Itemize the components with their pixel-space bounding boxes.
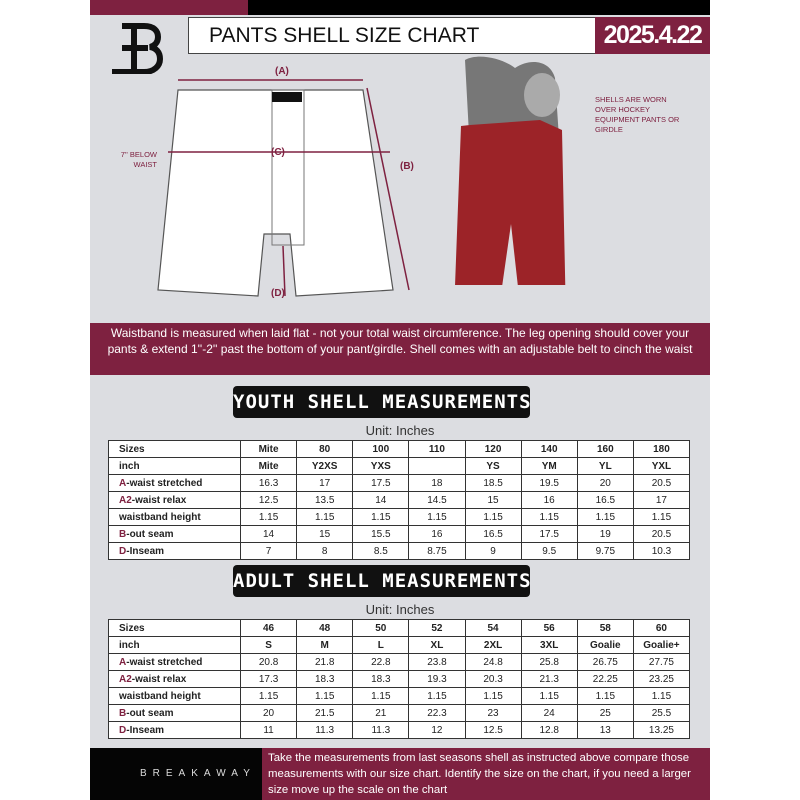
table-cell: YL	[577, 458, 633, 475]
measure-label: -waist stretched	[126, 656, 203, 668]
table-cell: 52	[409, 620, 465, 637]
youth-section-title: YOUTH SHELL MEASUREMENTS	[233, 386, 530, 418]
table-cell: 13	[577, 722, 633, 739]
table-cell: XL	[409, 637, 465, 654]
table-cell: 12.8	[521, 722, 577, 739]
row-label	[109, 620, 241, 637]
table-cell: 9.5	[521, 543, 577, 560]
table-cell: 14.5	[409, 492, 465, 509]
table-cell: 60	[633, 620, 689, 637]
table-cell: 18.3	[353, 671, 409, 688]
table-cell: Mite	[241, 441, 297, 458]
top-black-bar	[248, 0, 710, 15]
measure-label: -Inseam	[126, 724, 165, 736]
table-cell: 9.75	[577, 543, 633, 560]
breakaway-wordmark: BREAKAWAY	[140, 768, 256, 779]
table-cell: 20	[241, 705, 297, 722]
label-a: (A)	[275, 66, 289, 77]
row-label	[109, 441, 241, 458]
table-cell: 1.15	[353, 509, 409, 526]
table-cell: 22.25	[577, 671, 633, 688]
row-label	[109, 688, 241, 705]
table-cell: 46	[241, 620, 297, 637]
measurement-info-banner: Waistband is measured when laid flat - not your total waist circumference. The leg opening should cover your pants & extend 1''-2'' past the bottom of your pant/girdle. Shell comes with an adjustable belt to cinch the waist	[90, 323, 710, 375]
row-label	[109, 705, 241, 722]
table-cell: 1.15	[297, 688, 353, 705]
table-cell: 17.5	[521, 526, 577, 543]
table-cell: 1.15	[409, 688, 465, 705]
breakaway-logo-icon	[108, 22, 164, 74]
table-cell: 12	[409, 722, 465, 739]
table-cell: 9	[465, 543, 521, 560]
table-cell: 11.3	[353, 722, 409, 739]
table-row	[109, 705, 690, 722]
adult-unit: Unit: Inches	[365, 602, 435, 617]
measure-label: Sizes	[119, 443, 145, 455]
row-label	[109, 526, 241, 543]
measure-key: D	[119, 545, 127, 557]
table-cell: Mite	[241, 458, 297, 475]
table-cell: 15	[297, 526, 353, 543]
measure-label: -out seam	[126, 528, 174, 540]
table-cell: 17.3	[241, 671, 297, 688]
row-label	[109, 722, 241, 739]
measure-key: A2	[119, 673, 132, 685]
footer-instructions: Take the measurements from last seasons shell as instructed above compare those measurements with our size chart. Identify the size on the chart, if you need a larger size move up the scale on the chart	[262, 748, 710, 800]
table-row	[109, 475, 690, 492]
below-waist-note: 7'' BELOW WAIST	[120, 150, 157, 169]
table-row	[109, 441, 690, 458]
table-row	[109, 543, 690, 560]
table-cell: 25.8	[521, 654, 577, 671]
table-row	[109, 620, 690, 637]
table-row	[109, 637, 690, 654]
label-b: (B)	[400, 161, 414, 172]
table-row	[109, 458, 690, 475]
table-cell: 19.3	[409, 671, 465, 688]
table-row	[109, 526, 690, 543]
table-cell: 50	[353, 620, 409, 637]
table-cell: 19.5	[521, 475, 577, 492]
table-row	[109, 722, 690, 739]
table-cell: 58	[577, 620, 633, 637]
table-cell: 1.15	[577, 509, 633, 526]
table-cell: 21.8	[297, 654, 353, 671]
table-cell: Goalie+	[633, 637, 689, 654]
table-cell: 140	[521, 441, 577, 458]
table-row	[109, 492, 690, 509]
table-cell: 1.15	[465, 688, 521, 705]
table-row	[109, 509, 690, 526]
table-cell: 17.5	[353, 475, 409, 492]
table-cell: 18	[409, 475, 465, 492]
measure-label: Sizes	[119, 622, 145, 634]
table-cell: 1.15	[353, 688, 409, 705]
table-cell: YXS	[353, 458, 409, 475]
table-cell: 25.5	[633, 705, 689, 722]
top-accent-bar	[90, 0, 248, 15]
page-title: PANTS SHELL SIZE CHART	[188, 17, 596, 54]
footer-brand	[90, 748, 262, 800]
table-cell: 21.3	[521, 671, 577, 688]
measure-label: waistband height	[119, 511, 201, 523]
table-cell: 23.8	[409, 654, 465, 671]
adult-size-table	[108, 619, 690, 739]
table-cell: Goalie	[577, 637, 633, 654]
table-cell: 15.5	[353, 526, 409, 543]
table-cell: YS	[465, 458, 521, 475]
table-cell: 8.75	[409, 543, 465, 560]
table-cell: 17	[297, 475, 353, 492]
table-cell: Y2XS	[297, 458, 353, 475]
measure-key: D	[119, 724, 127, 736]
table-cell: 14	[353, 492, 409, 509]
adult-section-title: ADULT SHELL MEASUREMENTS	[233, 565, 530, 597]
table-cell: 1.15	[465, 509, 521, 526]
measure-label: inch	[119, 639, 140, 651]
table-cell: 16	[521, 492, 577, 509]
row-label	[109, 654, 241, 671]
table-row	[109, 654, 690, 671]
table-cell: 14	[241, 526, 297, 543]
table-cell: 16.3	[241, 475, 297, 492]
table-cell: 2XL	[465, 637, 521, 654]
measure-key: A	[119, 477, 127, 489]
table-cell: 16.5	[577, 492, 633, 509]
table-cell: 26.75	[577, 654, 633, 671]
table-cell: 11	[241, 722, 297, 739]
table-cell: 1.15	[633, 688, 689, 705]
measure-key: B	[119, 707, 127, 719]
table-cell: 48	[297, 620, 353, 637]
table-cell: 12.5	[465, 722, 521, 739]
table-cell: 56	[521, 620, 577, 637]
measure-label: -waist relax	[131, 673, 187, 685]
table-cell: 21	[353, 705, 409, 722]
row-label	[109, 543, 241, 560]
table-cell: S	[241, 637, 297, 654]
table-cell: 20.8	[241, 654, 297, 671]
table-cell: 19	[577, 526, 633, 543]
table-cell: 13.5	[297, 492, 353, 509]
table-cell: 7	[241, 543, 297, 560]
youth-unit: Unit: Inches	[365, 423, 435, 438]
table-row	[109, 688, 690, 705]
measure-label: -waist relax	[131, 494, 187, 506]
table-cell: M	[297, 637, 353, 654]
row-label	[109, 475, 241, 492]
measure-label: -Inseam	[126, 545, 165, 557]
label-c: (C)	[271, 147, 285, 158]
table-cell: 1.15	[409, 509, 465, 526]
table-cell: 1.15	[241, 509, 297, 526]
row-label	[109, 671, 241, 688]
table-cell: 27.75	[633, 654, 689, 671]
table-cell: 24.8	[465, 654, 521, 671]
row-label	[109, 458, 241, 475]
table-cell: 17	[633, 492, 689, 509]
table-cell: YM	[521, 458, 577, 475]
table-cell: L	[353, 637, 409, 654]
measure-key: A	[119, 656, 127, 668]
table-cell: 120	[465, 441, 521, 458]
measure-label: -waist stretched	[126, 477, 203, 489]
table-cell: 21.5	[297, 705, 353, 722]
table-cell: 110	[409, 441, 465, 458]
table-cell: 20.5	[633, 475, 689, 492]
table-cell: YXL	[633, 458, 689, 475]
measure-key: B	[119, 528, 127, 540]
table-cell: 18.5	[465, 475, 521, 492]
table-cell: 1.15	[297, 509, 353, 526]
table-cell: 11.3	[297, 722, 353, 739]
table-cell: 20.3	[465, 671, 521, 688]
table-cell: 16	[409, 526, 465, 543]
table-cell: 8	[297, 543, 353, 560]
table-cell: 12.5	[241, 492, 297, 509]
pants-diagram	[145, 70, 445, 310]
date-badge: 2025.4.22	[595, 17, 710, 54]
table-cell: 1.15	[521, 509, 577, 526]
table-cell: 22.8	[353, 654, 409, 671]
youth-size-table	[108, 440, 690, 560]
row-label	[109, 509, 241, 526]
table-cell: 160	[577, 441, 633, 458]
table-cell: 3XL	[521, 637, 577, 654]
measure-key: A2	[119, 494, 132, 506]
shell-note: SHELLS ARE WORN OVER HOCKEY EQUIPMENT PANTS OR GIRDLE	[595, 95, 680, 134]
table-cell: 10.3	[633, 543, 689, 560]
table-cell: 22.3	[409, 705, 465, 722]
table-cell: 1.15	[577, 688, 633, 705]
measure-label: waistband height	[119, 690, 201, 702]
table-cell: 13.25	[633, 722, 689, 739]
table-cell: 24	[521, 705, 577, 722]
table-cell: 180	[633, 441, 689, 458]
table-cell: 8.5	[353, 543, 409, 560]
table-cell: 23	[465, 705, 521, 722]
table-cell: 20.5	[633, 526, 689, 543]
table-cell	[409, 458, 465, 475]
label-d: (D)	[271, 288, 285, 299]
size-chart-page	[90, 0, 710, 800]
table-cell: 1.15	[633, 509, 689, 526]
table-cell: 1.15	[521, 688, 577, 705]
table-cell: 18.3	[297, 671, 353, 688]
measure-label: -out seam	[126, 707, 174, 719]
table-cell: 1.15	[241, 688, 297, 705]
table-cell: 16.5	[465, 526, 521, 543]
table-cell: 54	[465, 620, 521, 637]
row-label	[109, 492, 241, 509]
table-cell: 20	[577, 475, 633, 492]
table-cell: 80	[297, 441, 353, 458]
table-cell: 23.25	[633, 671, 689, 688]
hockey-pants-photo	[440, 55, 590, 285]
table-cell: 25	[577, 705, 633, 722]
row-label	[109, 637, 241, 654]
table-row	[109, 671, 690, 688]
table-cell: 15	[465, 492, 521, 509]
table-cell: 100	[353, 441, 409, 458]
measure-label: inch	[119, 460, 140, 472]
